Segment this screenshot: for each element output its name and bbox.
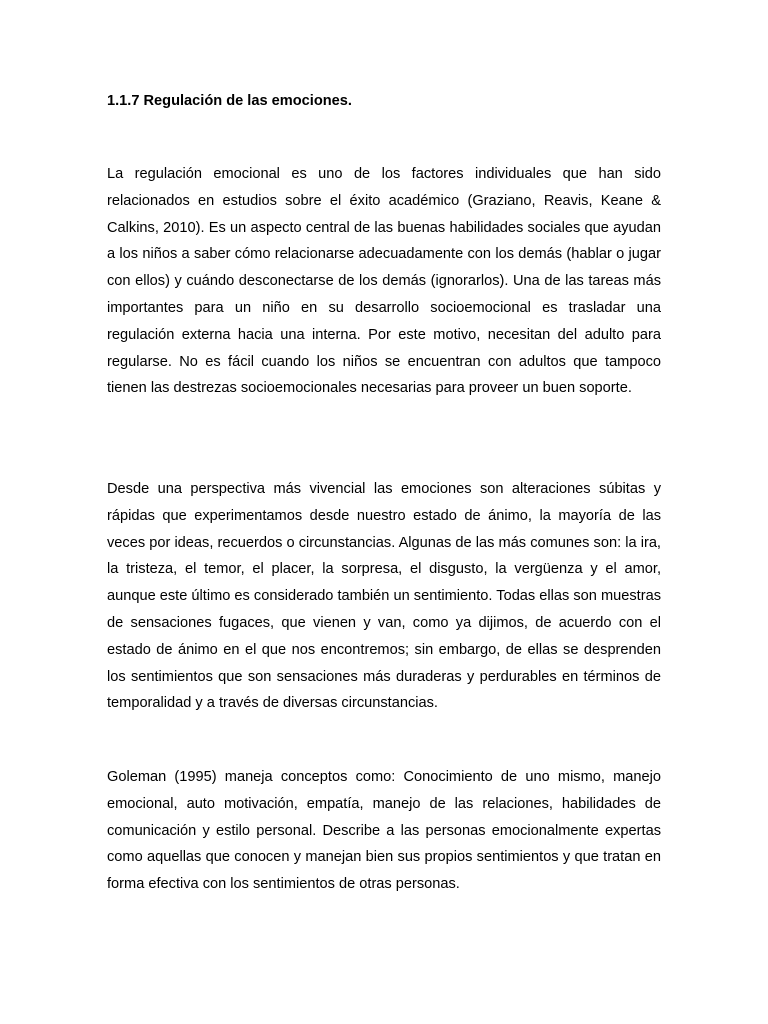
section-heading: 1.1.7 Regulación de las emociones. bbox=[107, 93, 352, 109]
paragraph-emotions-perspective: Desde una perspectiva más vivencial las emociones son alteraciones súbitas y rápidas que experimentamos desde nuestro estado de ánimo, la mayoría de las veces por ideas, recuerdos o circunstancias. Algunas de las más comunes son: la ira, la tristeza, el temor, el placer, la sorpresa, el disgusto, la vergüenza y el amor, aunque este último es considerado también un sentimiento. Todas ellas son muestras de sensaciones fugaces, que vienen y van, como ya dijimos, de acuerdo con el estado de ánimo en el que nos encontremos; sin embargo, de ellas se desprenden los sentimientos que son sensaciones más duraderas y perdurables en términos de temporalidad y a través de diversas circunstancias. bbox=[107, 481, 661, 712]
paragraph-emotional-regulation: La regulación emocional es uno de los factores individuales que han sido relacionados en estudios sobre el éxito académico (Graziano, Reavis, Keane & Calkins, 2010). Es un aspecto central de las buenas habilidades sociales que ayudan a los niños a saber cómo relacionarse adecuadamente con los demás (hablar o jugar con ellos) y cuándo desconectarse de los demás (ignorarlos). Una de las tareas más importantes para un niño en su desarrollo socioemocional es trasladar una regulación externa hacia una interna. Por este motivo, necesitan del adulto para regularse. No es fácil cuando los niños se encuentran con adultos que tampoco tienen las destrezas socioemocionales necesarias para proveer un buen soporte. bbox=[107, 166, 661, 397]
paragraph-goleman: Goleman (1995) maneja conceptos como: Conocimiento de uno mismo, manejo emocional, auto motivación, empatía, manejo de las relaciones, habilidades de comunicación y estilo personal. Describe a las personas emocionalmente expertas como aquellas que conocen y manejan bien sus propios sentimientos y que tratan en forma efectiva con los sentimientos de otras personas. bbox=[107, 769, 661, 893]
